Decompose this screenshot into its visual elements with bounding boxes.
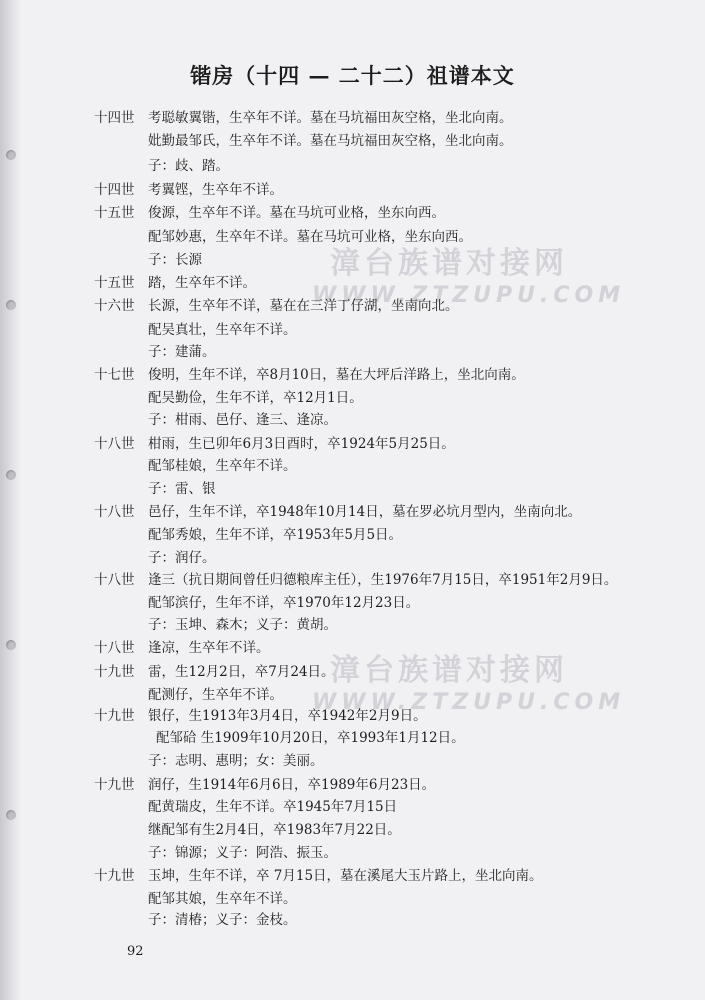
entry-text: 雷，生12月2日，卒7月24日。 — [148, 664, 335, 680]
genealogy-line — [0, 662, 705, 682]
entry-text: 配邹桂娘，生卒年不详。 — [148, 458, 297, 474]
genealogy-line — [0, 365, 705, 385]
entry-text: 子：歧、踏。 — [148, 158, 229, 174]
entry-text: 柑雨，生已卯年6月3日酉时，卒1924年5月25日。 — [148, 436, 455, 452]
genealogy-line — [0, 388, 705, 408]
genealogy-line — [0, 706, 705, 726]
entry-text: 踏，生卒年不详。 — [148, 275, 256, 291]
entry-text: 逢三（抗日期间曾任归德粮库主任），生1976年7月15日，卒1951年2月9日。 — [148, 572, 618, 588]
entry-text: 俊源，生卒年不详。墓在马坑可业格，坐东向西。 — [148, 205, 445, 221]
page-title: 锴房（十四 — 二十二）祖谱本文 — [190, 63, 515, 88]
genealogy-line — [0, 866, 705, 886]
genealogy-line — [0, 250, 705, 270]
genealogy-line — [0, 502, 705, 522]
genealogy-line — [0, 910, 705, 930]
entry-text: 配邹秀娘，生年不详，卒1953年5月5日。 — [148, 527, 403, 543]
entry-text: 子：雷、银 — [148, 481, 216, 497]
entry-text: 子：长源 — [148, 252, 202, 268]
genealogy-line — [0, 685, 705, 705]
genealogy-line — [0, 273, 705, 293]
entry-text: 子：锦源；义子：阿浩、振玉。 — [148, 845, 337, 861]
generation-label: 十八世 — [94, 572, 135, 588]
generation-label: 十九世 — [94, 664, 135, 680]
entry-text: 配邹硆 生1909年10月20日，卒1993年1月12日。 — [156, 730, 465, 746]
entry-text: 配黄瑞皮，生年不详。卒1945年7月15日 — [148, 799, 398, 815]
genealogy-line — [0, 203, 705, 223]
entry-text: 配吴勤俭，生年不详，卒12月1日。 — [148, 390, 363, 406]
genealogy-line — [0, 320, 705, 340]
entry-text: 子：玉坤、森木；义子：黄胡。 — [148, 617, 337, 633]
generation-label: 十四世 — [94, 182, 135, 198]
genealogy-line — [0, 843, 705, 863]
entry-text: 子：清椿；义子：金枝。 — [148, 912, 297, 928]
entry-text: 配测仔，生卒年不详。 — [148, 687, 283, 703]
entry-text: 逢凉，生卒年不详。 — [148, 640, 270, 656]
entry-text: 配邹其娘，生卒年不详。 — [148, 891, 297, 907]
genealogy-line — [0, 797, 705, 817]
entry-text: 银仔，生1913年3月4日，卒1942年2月9日。 — [148, 708, 427, 724]
genealogy-line — [0, 479, 705, 499]
generation-label: 十五世 — [94, 275, 135, 291]
watermark-text: 漳台族谱对接网 — [330, 653, 568, 688]
genealogy-line — [0, 456, 705, 476]
genealogy-line — [0, 108, 705, 128]
generation-label: 十五世 — [94, 205, 135, 221]
genealogy-line — [0, 820, 705, 840]
entry-text: 考翼铿，生卒年不详。 — [148, 182, 283, 198]
genealogy-line — [0, 570, 705, 590]
generation-label: 十八世 — [94, 640, 135, 656]
genealogy-line — [0, 889, 705, 909]
generation-label: 十九世 — [94, 708, 135, 724]
genealogy-line — [0, 131, 705, 151]
entry-text: 配吴真壮，生卒年不详。 — [148, 322, 297, 338]
genealogy-line — [0, 180, 705, 200]
entry-text: 长源，生卒年不详，墓在在三洋丁仔湖，坐南向北。 — [148, 298, 459, 314]
genealogy-line — [0, 638, 705, 658]
genealogy-line — [0, 342, 705, 362]
genealogy-line — [0, 156, 705, 176]
genealogy-line — [0, 548, 705, 568]
generation-label: 十六世 — [94, 298, 135, 314]
entry-text: 妣勤最邹氏，生卒年不详。墓在马坑福田灰空格，坐北向南。 — [148, 133, 513, 149]
generation-label: 十八世 — [94, 436, 135, 452]
genealogy-line — [0, 525, 705, 545]
entry-text: 子：建蒲。 — [148, 344, 216, 360]
entry-text: 玉坤，生年不详，卒 7月15日，墓在溪尾大玉片路上，坐北向南。 — [148, 868, 543, 884]
genealogy-line — [0, 227, 705, 247]
entry-text: 配邹滨仔，生年不详，卒1970年12月23日。 — [148, 595, 420, 611]
genealogy-line — [0, 410, 705, 430]
generation-label: 十九世 — [94, 777, 135, 793]
entry-text: 继配邹有生2月4日，卒1983年7月22日。 — [148, 822, 401, 838]
entry-text: 考聪敏翼锴，生卒年不详。墓在马坑福田灰空格，坐北向南。 — [148, 110, 513, 126]
genealogy-line — [0, 296, 705, 316]
watermark-url: WWW.ZTZUPU.COM — [312, 690, 626, 715]
entry-text: 邑仔，生年不详，卒1948年10月14日，墓在罗必坑月型内，坐南向北。 — [148, 504, 582, 520]
genealogy-line — [0, 751, 705, 771]
genealogy-line — [0, 728, 705, 748]
entry-text: 润仔，生1914年6月6日，卒1989年6月23日。 — [148, 777, 436, 793]
entry-text: 子：润仔。 — [148, 550, 216, 566]
genealogy-line — [0, 775, 705, 795]
genealogy-line — [0, 434, 705, 454]
genealogy-line — [0, 615, 705, 635]
entry-text: 子：柑雨、邑仔、逢三、逢凉。 — [148, 412, 337, 428]
entry-text: 配邹妙惠，生卒年不详。墓在马坑可业格，坐东向西。 — [148, 229, 472, 245]
watermark-text: 漳台族谱对接网 — [330, 246, 568, 281]
page-number: 92 — [127, 944, 144, 959]
genealogy-line — [0, 593, 705, 613]
entry-text: 俊明，生年不详，卒8月10日，墓在大坪后洋路上，坐北向南。 — [148, 367, 525, 383]
generation-label: 十八世 — [94, 504, 135, 520]
watermark-url: WWW.ZTZUPU.COM — [312, 283, 626, 308]
generation-label: 十四世 — [94, 110, 135, 126]
entry-text: 子：志明、惠明；女：美丽。 — [148, 753, 324, 769]
generation-label: 十七世 — [94, 367, 135, 383]
generation-label: 十九世 — [94, 868, 135, 884]
